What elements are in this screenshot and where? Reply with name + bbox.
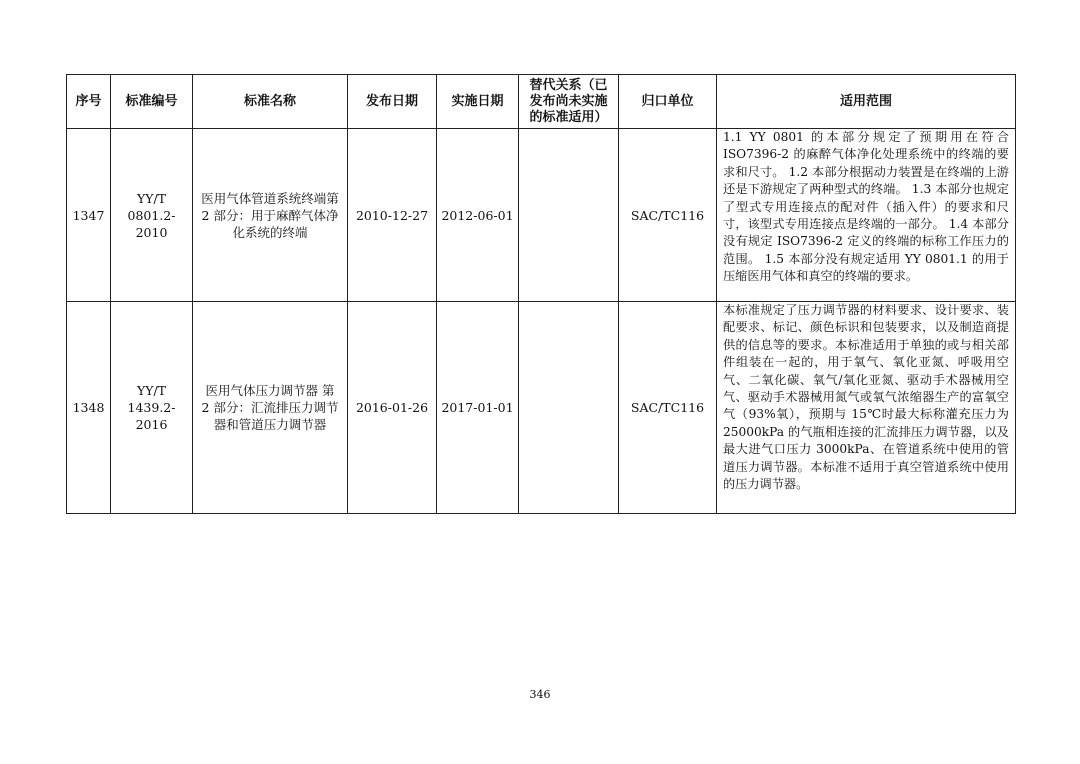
cell-unit: SAC/TC116 [619,129,717,302]
cell-scope: 本标准规定了压力调节器的材料要求、设计要求、装配要求、标记、颜色标识和包装要求，以及制造商提供的信息等的要求。本标准适用于单独的或与相关部件组装在一起的，用于氧气、氧化亚氮、呼吸用空气、二氧化碳、氧气/氧化亚氮、驱动手术器械用空气、驱动手术器械用氮气或氧气浓缩器生产的富氧空气（93%氧），预期与 15℃时最大标称灌充压力为 25000kPa 的气瓶相连接的汇流排压力调节器，以及最大进气口压力 3000kPa、在管道系统中使用的管道压力调节器。本标准不适用于真空管道系统中使用的压力调节器。 [717,302,1016,514]
cell-code: YY/T 1439.2-2016 [111,302,193,514]
cell-seq: 1348 [67,302,111,514]
cell-scope: 1.1 YY 0801 的本部分规定了预期用在符合 ISO7396-2 的麻醉气体净化处理系统中的终端的要求和尺寸。 1.2 本部分根据动力装置是在终端的上游还是下游规定了两种型式的终端。 1.3 本部分也规定了型式专用连接点的配对件（插入件）的要求和尺寸，该型式专用连接点是终端的一部分。 1.4 本部分没有规定 ISO7396-2 定义的终端的标称工作压力的范围。 1.5 本部分没有规定适用 YY 0801.1 的用于压缩医用气体和真空的终端的要求。 [717,129,1016,302]
cell-replace [519,129,619,302]
cell-publish-date: 2010-12-27 [348,129,437,302]
cell-code: YY/T 0801.2-2010 [111,129,193,302]
page-number: 346 [529,688,551,701]
cell-name: 医用气体管道系统终端第 2 部分：用于麻醉气体净化系统的终端 [193,129,348,302]
table-row [67,302,1016,514]
table-header-row [67,75,1016,129]
header-code: 标准编号 [111,75,193,129]
header-implement-date: 实施日期 [437,75,519,129]
header-name: 标准名称 [193,75,348,129]
header-replace: 替代关系（已发布尚未实施的标准适用） [519,75,619,129]
header-seq: 序号 [67,75,111,129]
table-row [67,129,1016,302]
cell-replace [519,302,619,514]
cell-implement-date: 2017-01-01 [437,302,519,514]
header-publish-date: 发布日期 [348,75,437,129]
cell-implement-date: 2012-06-01 [437,129,519,302]
cell-publish-date: 2016-01-26 [348,302,437,514]
cell-unit: SAC/TC116 [619,302,717,514]
header-scope: 适用范围 [717,75,1016,129]
header-unit: 归口单位 [619,75,717,129]
cell-seq: 1347 [67,129,111,302]
standards-table [66,74,1016,514]
cell-name: 医用气体压力调节器 第 2 部分：汇流排压力调节器和管道压力调节器 [193,302,348,514]
